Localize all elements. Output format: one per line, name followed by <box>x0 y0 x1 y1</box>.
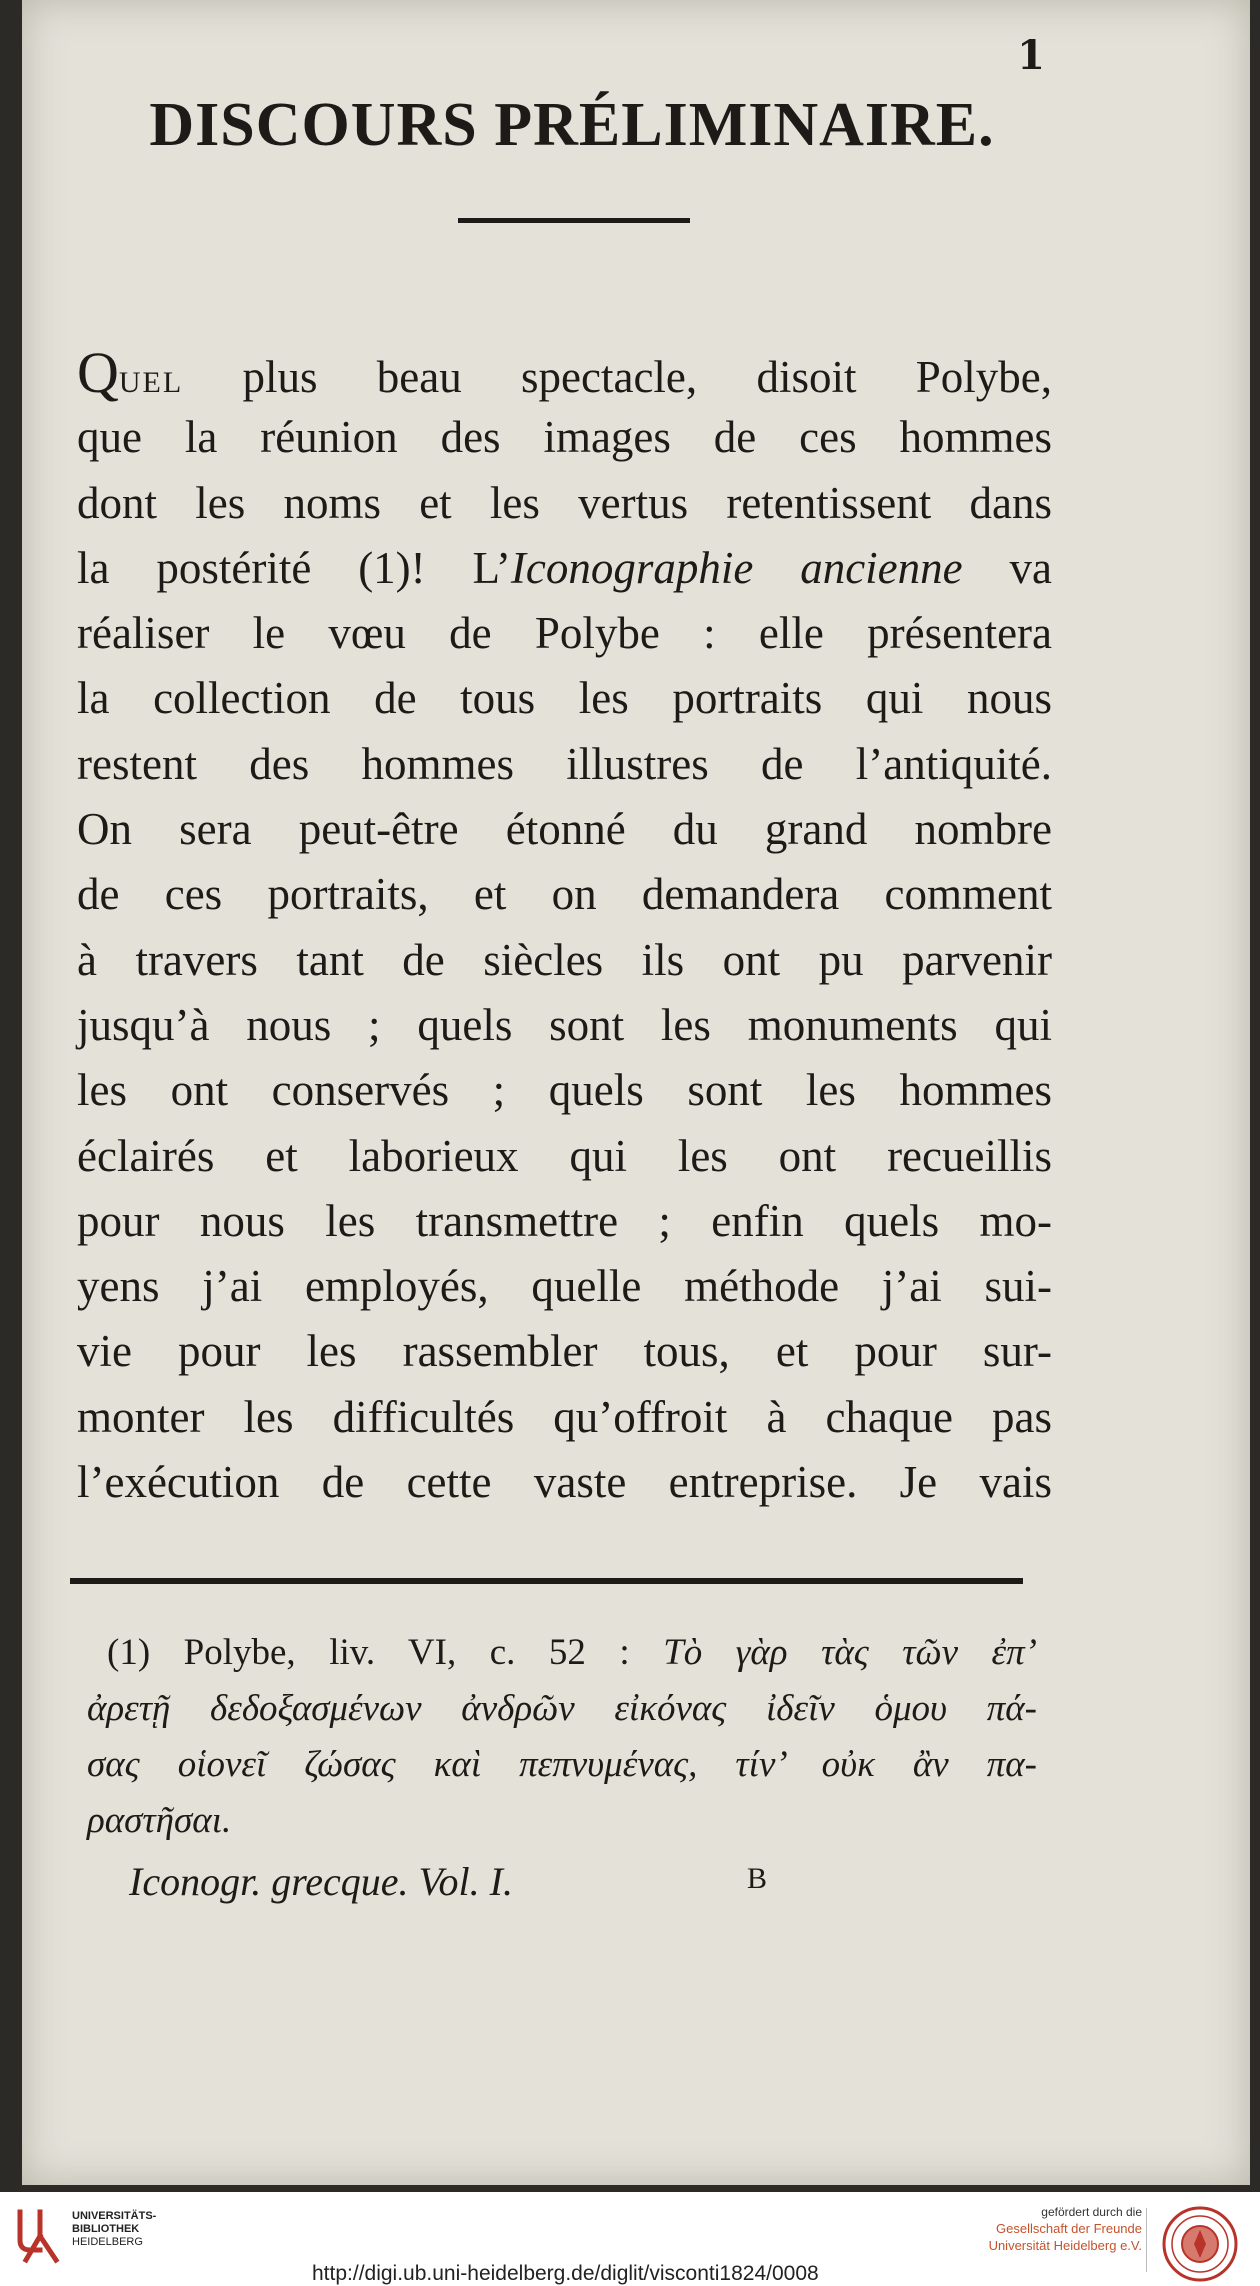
library-name <box>72 2210 156 2249</box>
text-segment: la postérité (1)! L’ <box>77 542 511 593</box>
signature-text: Iconogr. grecque. Vol. I. <box>129 1859 513 1904</box>
text-line: yens j’ai employés, quelle méthode j’ai sui- <box>77 1261 1052 1312</box>
university-seal-icon[interactable] <box>1160 2204 1240 2284</box>
text-line: de ces portraits, et on demandera comment <box>77 869 1052 920</box>
title-divider <box>458 218 690 223</box>
text-line: pour nous les transmettre ; enfin quels mo- <box>77 1195 1052 1246</box>
page-number: 1 <box>1017 32 1045 79</box>
book-page <box>22 0 1250 2185</box>
text-line: éclairés et laborieux qui les ont recueillis <box>77 1130 1052 1181</box>
university-library-logo-icon[interactable] <box>12 2206 66 2266</box>
text-line: que la réunion des images de ces hommes <box>77 412 1052 463</box>
greek-quote: ἀρετῇ δεδοξασμένων ἀνδρῶν εἰκόνας ἰδεῖν ὁμου πά- <box>87 1688 1037 1729</box>
greek-quote: ραστῆσαι. <box>87 1800 232 1841</box>
footnote-line <box>87 1737 1037 1793</box>
signature-line <box>107 1858 807 1918</box>
sponsor-name-line: Gesellschaft der Freunde <box>996 2221 1142 2236</box>
sponsor-name[interactable] <box>989 2220 1142 2254</box>
drop-cap: Q <box>77 340 119 405</box>
small-caps-text: UEL <box>118 366 184 399</box>
text-line: à travers tant de siècles ils ont pu parvenir <box>77 934 1052 985</box>
text-line: l’exécution de cette vaste entreprise. Je vais <box>77 1457 1052 1508</box>
signature-mark: B <box>747 1862 768 1895</box>
greek-quote: Τὸ γὰρ τὰς τῶν ἐπ’ <box>663 1632 1037 1673</box>
sponsor-divider <box>1146 2208 1147 2272</box>
text-line: On sera peut-être étonné du grand nombre <box>77 804 1052 855</box>
text-line <box>77 536 1052 601</box>
text-line: jusqu’à nous ; quels sont les monuments qui <box>77 999 1052 1050</box>
text-line <box>77 340 1052 405</box>
page-title: DISCOURS PRÉLIMINAIRE. <box>149 91 995 159</box>
text-line: les ont conservés ; quels sont les hommes <box>77 1065 1052 1116</box>
sponsor-name-line: Universität Heidelberg e.V. <box>988 2238 1142 2253</box>
library-name-line: UNIVERSITÄTS- <box>72 2210 157 2222</box>
greek-quote: σας οἱονεῖ ζώσας καὶ πεπνυμένας, τίν’ οὐκ ἂν πα- <box>87 1744 1037 1785</box>
footnote-line <box>107 1625 1037 1681</box>
book-title-italic: Iconographie ancienne <box>510 542 963 593</box>
sponsor-intro: gefördert durch die <box>1041 2205 1142 2219</box>
library-name-line: BIBLIOTHEK <box>72 2223 140 2235</box>
text-line: dont les noms et les vertus retentissent dans <box>77 477 1052 528</box>
footnote-line <box>87 1793 1037 1849</box>
sponsor-block <box>989 2204 1142 2254</box>
footnote-line <box>87 1681 1037 1737</box>
text-line: restent des hommes illustres de l’antiquité. <box>77 738 1052 789</box>
footnote <box>87 1625 1037 1849</box>
text-line: la collection de tous les portraits qui nous <box>77 673 1052 724</box>
text-segment: va <box>962 542 1052 593</box>
body-paragraph <box>77 340 1052 1515</box>
text-line: vie pour les rassembler tous, et pour sur- <box>77 1326 1052 1377</box>
text-line: réaliser le vœu de Polybe : elle présentera <box>77 608 1052 659</box>
text-line: monter les difficultés qu’offroit à chaque pas <box>77 1391 1052 1442</box>
footnote-divider <box>70 1578 1023 1584</box>
library-name-line: HEIDELBERG <box>72 2236 143 2248</box>
permalink-url[interactable]: http://digi.ub.uni-heidelberg.de/diglit/visconti1824/0008 <box>312 2262 819 2285</box>
text-segment: plus beau spectacle, disoit Polybe, <box>183 352 1052 402</box>
footnote-citation: (1) Polybe, liv. VI, c. 52 : <box>107 1632 664 1673</box>
